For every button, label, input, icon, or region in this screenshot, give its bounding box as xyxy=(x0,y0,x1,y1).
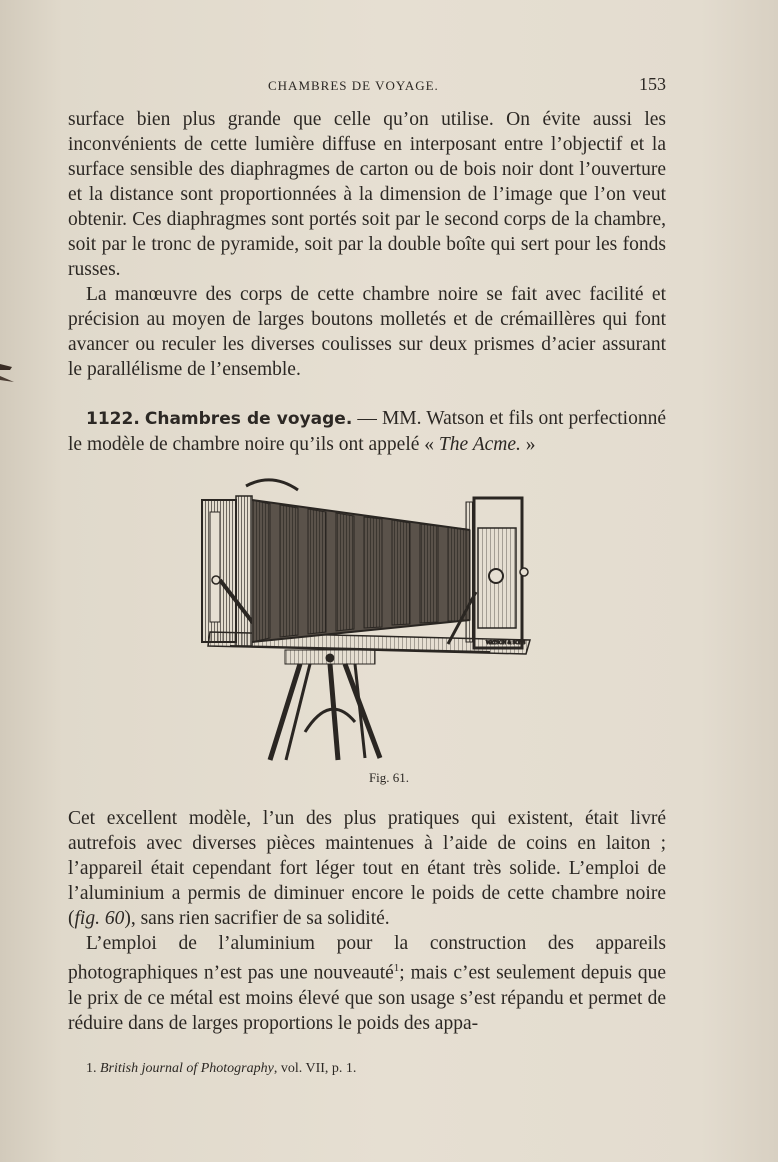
footnote xyxy=(86,1061,356,1077)
model-name: The Acme. xyxy=(438,434,521,455)
paragraph-4-end: ), sans rien sacrifier de sa solidité. xyxy=(124,908,390,929)
maker-plate: WATSON & SONS xyxy=(486,641,526,646)
footnote-journal: British journal of Photography xyxy=(100,1061,274,1076)
bellows xyxy=(252,500,470,642)
footnote-marker: 1 xyxy=(393,962,400,974)
closing-guillemet: » xyxy=(525,434,536,455)
paragraph-4 xyxy=(68,806,666,931)
footnote-number: 1. xyxy=(86,1061,97,1076)
page-number: 153 xyxy=(639,74,666,94)
figure-reference: fig. 60 xyxy=(74,908,125,929)
section-text: — MM. Watson et fils ont perfectionné le modèle de chambre noire qu’ils ont appelé « xyxy=(68,408,666,455)
section-number: 1122. xyxy=(86,409,140,429)
paragraph-2: La manœuvre des corps de cette chambre noire se fait avec facilité et précision au moyen de larges boutons molletés et de crémaillères qui font avancer ou reculer les diverses coulisses sur deux prismes d’acier assurant le parallélisme de l’ensemble. xyxy=(68,284,666,380)
figure-caption: Fig. 61. xyxy=(368,770,410,785)
paragraph-section-1122 xyxy=(68,406,666,457)
paragraph-4-text: Cet excellent modèle, l’un des plus pratiques qui existent, était livré autrefois avec diverses pièces maintenues à l’aide de coins en laiton ; l’appareil était cependant fort léger tout en étant très solide. L’emploi de l’aluminium a permis de diminuer encore le poids de cette chambre noire ( xyxy=(68,808,666,929)
footnote-ref: , vol. VII, p. 1. xyxy=(273,1061,357,1076)
running-head: CHAMBRES DE VOYAGE. xyxy=(268,78,439,93)
paragraph-5-text: L’emploi de l’aluminium pour la construction des appareils photographiques n’est pas une nouveauté xyxy=(68,933,666,984)
paragraph-5 xyxy=(68,931,666,1036)
page-header xyxy=(68,76,666,98)
tripod xyxy=(270,650,380,760)
margin-ink-mark xyxy=(0,358,16,386)
section-title: Chambres de voyage. xyxy=(144,409,353,429)
paragraph-1: surface bien plus grande que celle qu’on utilise. On évite aussi les inconvénients de cette lumière diffuse en interposant entre l’objectif et la surface sensible des diaphragmes de carton ou de bois noir dont l’ouverture et la distance sont proportionnées à la dimension de l’image que l’on veut obtenir. Ces diaphragmes sont portés soit par le second corps de la chambre, soit par le tronc de pyramide, soit par la double boîte qui sert pour les fonds russes. xyxy=(68,109,666,280)
paragraph-5-end: ; mais c’est seulement depuis que le prix de ce métal est moins élevé que son usage s’est répandu et permet de réduire dans de larges proportions le poids des appa- xyxy=(68,962,666,1034)
camera-engraving xyxy=(190,472,540,762)
